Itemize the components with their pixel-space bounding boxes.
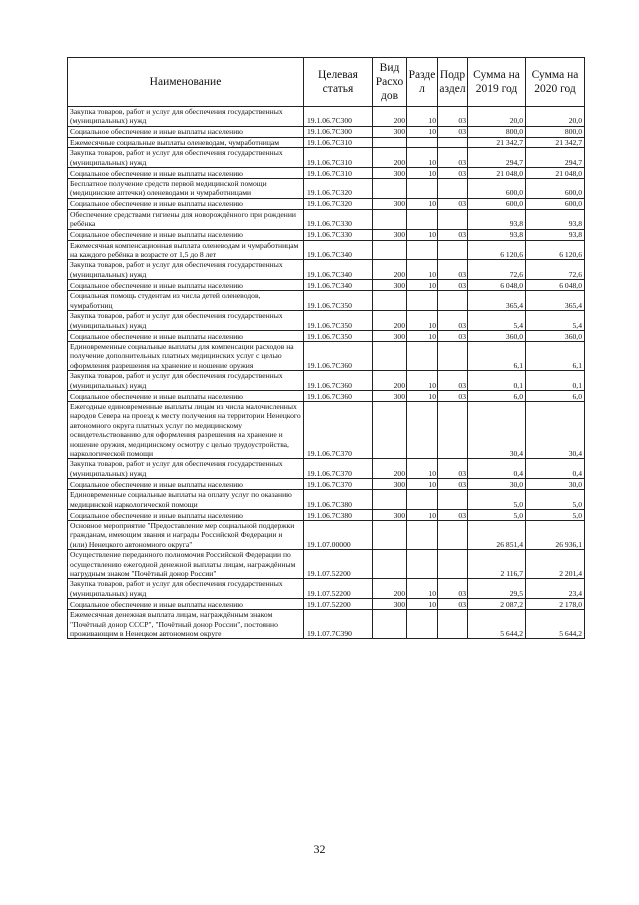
row-name-cell: Обеспечение средствами гигиены для новорождённого при рождении ребёнка [68, 209, 304, 229]
row-sum-2019-cell: 6 048,0 [468, 280, 526, 291]
row-subsection-cell: 03 [438, 390, 468, 401]
row-sum-2020-cell: 93,8 [526, 209, 585, 229]
table-row [68, 341, 585, 370]
row-sum-2019-cell: 600,0 [468, 179, 526, 199]
row-name-cell: Социальное обеспечение и иные выплаты населению [68, 330, 304, 341]
table-header-row [68, 58, 585, 107]
row-expense-type-cell [373, 240, 407, 260]
row-expense-type-cell: 200 [373, 148, 407, 168]
row-subsection-cell [438, 291, 468, 311]
row-sum-2019-cell: 20,0 [468, 107, 526, 127]
row-name-cell: Социальное обеспечение и иные выплаты населению [68, 479, 304, 490]
row-code-cell: 19.1.06.7С300 [304, 107, 373, 127]
table-row [68, 107, 585, 127]
row-expense-type-cell: 300 [373, 599, 407, 610]
table-row [68, 610, 585, 639]
row-sum-2019-cell: 5,0 [468, 510, 526, 521]
row-expense-type-cell [373, 137, 407, 147]
table-row [68, 179, 585, 199]
row-name-cell: Ежемесячная компенсационная выплата оленеводам и чумработницам на каждого ребёнка в возрасте от 1,5 до 8 лет [68, 240, 304, 260]
table-row [68, 168, 585, 179]
table-row [68, 229, 585, 240]
row-sum-2019-cell: 5,0 [468, 490, 526, 510]
row-section-cell: 10 [407, 479, 438, 490]
row-code-cell: 19.1.06.7С380 [304, 490, 373, 510]
row-sum-2020-cell: 6 048,0 [526, 280, 585, 291]
table-body [68, 107, 585, 639]
row-sum-2020-cell: 5,4 [526, 311, 585, 331]
row-expense-type-cell [373, 521, 407, 550]
row-sum-2019-cell: 600,0 [468, 198, 526, 209]
row-name-cell: Социальное обеспечение и иные выплаты населению [68, 599, 304, 610]
row-code-cell: 19.1.06.7С360 [304, 341, 373, 370]
row-code-cell: 19.1.07.52200 [304, 550, 373, 579]
row-name-cell: Единовременные социальные выплаты для компенсации расходов на получение дополнительных платных медицинских услуг с целью оформления разрешения на хранение и ношение оружия [68, 341, 304, 370]
row-subsection-cell [438, 401, 468, 458]
row-subsection-cell [438, 521, 468, 550]
row-name-cell: Осуществление переданного полномочия Российской Федерации по осуществлению ежегодной денежной выплаты лицам, награждённым нагрудным знаком "Почётный донор России" [68, 550, 304, 579]
row-sum-2020-cell: 6 120,6 [526, 240, 585, 260]
row-sum-2020-cell: 365,4 [526, 291, 585, 311]
row-name-cell: Закупка товаров, работ и услуг для обеспечения государственных (муниципальных) нужд [68, 260, 304, 280]
table-row [68, 209, 585, 229]
row-code-cell: 19.1.06.7С330 [304, 229, 373, 240]
table-row [68, 401, 585, 458]
row-name-cell: Социальная помощь студентам из числа детей оленеводов, чумработниц [68, 291, 304, 311]
row-sum-2020-cell: 5,0 [526, 490, 585, 510]
table-row [68, 330, 585, 341]
row-section-cell: 10 [407, 148, 438, 168]
row-expense-type-cell [373, 291, 407, 311]
row-expense-type-cell: 200 [373, 260, 407, 280]
row-code-cell: 19.1.06.7С350 [304, 330, 373, 341]
row-code-cell: 19.1.06.7С310 [304, 148, 373, 168]
table-row [68, 521, 585, 550]
row-subsection-cell [438, 179, 468, 199]
table-row [68, 490, 585, 510]
row-section-cell: 10 [407, 280, 438, 291]
row-sum-2020-cell: 5,0 [526, 510, 585, 521]
row-section-cell: 10 [407, 126, 438, 137]
row-subsection-cell [438, 550, 468, 579]
row-sum-2019-cell: 0,1 [468, 371, 526, 391]
row-sum-2020-cell: 72,6 [526, 260, 585, 280]
table-row [68, 198, 585, 209]
row-subsection-cell: 03 [438, 479, 468, 490]
row-section-cell [407, 490, 438, 510]
row-name-cell: Социальное обеспечение и иные выплаты населению [68, 280, 304, 291]
table-row [68, 390, 585, 401]
row-subsection-cell [438, 209, 468, 229]
row-section-cell: 10 [407, 599, 438, 610]
row-expense-type-cell: 200 [373, 371, 407, 391]
row-section-cell: 10 [407, 371, 438, 391]
row-expense-type-cell: 300 [373, 280, 407, 291]
row-code-cell: 19.1.06.7С370 [304, 479, 373, 490]
header-expense-type: Вид Расхо дов [373, 58, 407, 107]
table-row [68, 280, 585, 291]
row-code-cell: 19.1.06.7С360 [304, 390, 373, 401]
row-subsection-cell: 03 [438, 330, 468, 341]
row-sum-2019-cell: 0,4 [468, 459, 526, 479]
header-target-article: Целевая статья [304, 58, 373, 107]
row-sum-2020-cell: 93,8 [526, 229, 585, 240]
row-code-cell: 19.1.06.7С320 [304, 179, 373, 199]
row-section-cell: 10 [407, 260, 438, 280]
row-name-cell: Закупка товаров, работ и услуг для обеспечения государственных (муниципальных) нужд [68, 579, 304, 599]
row-sum-2019-cell: 800,0 [468, 126, 526, 137]
row-sum-2020-cell: 30,0 [526, 479, 585, 490]
row-expense-type-cell [373, 490, 407, 510]
row-section-cell [407, 209, 438, 229]
row-name-cell: Социальное обеспечение и иные выплаты населению [68, 168, 304, 179]
row-sum-2019-cell: 72,6 [468, 260, 526, 280]
table-row [68, 599, 585, 610]
row-subsection-cell: 03 [438, 126, 468, 137]
table-row [68, 148, 585, 168]
table-row [68, 550, 585, 579]
row-expense-type-cell: 300 [373, 510, 407, 521]
table-row [68, 579, 585, 599]
row-sum-2019-cell: 21 048,0 [468, 168, 526, 179]
row-name-cell: Закупка товаров, работ и услуг для обеспечения государственных (муниципальных) нужд [68, 459, 304, 479]
row-sum-2020-cell: 30,4 [526, 401, 585, 458]
table-row [68, 459, 585, 479]
row-subsection-cell: 03 [438, 371, 468, 391]
row-section-cell [407, 341, 438, 370]
header-sum-2019: Сумма на 2019 год [468, 58, 526, 107]
row-expense-type-cell: 300 [373, 390, 407, 401]
row-sum-2020-cell: 6,1 [526, 341, 585, 370]
row-expense-type-cell [373, 610, 407, 639]
row-sum-2020-cell: 600,0 [526, 179, 585, 199]
row-section-cell [407, 610, 438, 639]
row-expense-type-cell [373, 401, 407, 458]
row-section-cell: 10 [407, 168, 438, 179]
row-sum-2020-cell: 600,0 [526, 198, 585, 209]
row-code-cell: 19.1.06.7С340 [304, 280, 373, 291]
row-code-cell: 19.1.07.7С390 [304, 610, 373, 639]
header-name: Наименование [68, 58, 304, 107]
row-expense-type-cell [373, 341, 407, 370]
row-expense-type-cell: 200 [373, 107, 407, 127]
row-expense-type-cell: 300 [373, 330, 407, 341]
row-expense-type-cell [373, 550, 407, 579]
table-row [68, 137, 585, 147]
row-name-cell: Ежемесячные социальные выплаты оленеводам, чумработницам [68, 137, 304, 147]
row-sum-2019-cell: 21 342,7 [468, 137, 526, 147]
row-expense-type-cell: 200 [373, 311, 407, 331]
row-sum-2020-cell: 0,4 [526, 459, 585, 479]
row-subsection-cell: 03 [438, 280, 468, 291]
row-subsection-cell: 03 [438, 311, 468, 331]
row-subsection-cell: 03 [438, 510, 468, 521]
row-expense-type-cell: 300 [373, 229, 407, 240]
row-sum-2019-cell: 6,0 [468, 390, 526, 401]
row-name-cell: Ежемесячная денежная выплата лицам, награждённым знаком "Почётный донор СССР", "Почётный донор России", постоянно проживающим в Ненецком автономном округе [68, 610, 304, 639]
row-sum-2019-cell: 6,1 [468, 341, 526, 370]
row-section-cell: 10 [407, 390, 438, 401]
row-subsection-cell [438, 137, 468, 147]
row-code-cell: 19.1.07.52200 [304, 599, 373, 610]
row-expense-type-cell: 300 [373, 168, 407, 179]
table-row [68, 479, 585, 490]
row-section-cell: 10 [407, 459, 438, 479]
row-subsection-cell [438, 610, 468, 639]
row-sum-2020-cell: 294,7 [526, 148, 585, 168]
row-sum-2019-cell: 360,0 [468, 330, 526, 341]
table-row [68, 260, 585, 280]
row-code-cell: 19.1.06.7С350 [304, 311, 373, 331]
row-name-cell: Закупка товаров, работ и услуг для обеспечения государственных (муниципальных) нужд [68, 148, 304, 168]
row-name-cell: Закупка товаров, работ и услуг для обеспечения государственных (муниципальных) нужд [68, 107, 304, 127]
row-sum-2019-cell: 30,0 [468, 479, 526, 490]
row-name-cell: Бесплатное получение средств первой медицинской помощи (медицинские аптечки) оленеводами и чумработницами [68, 179, 304, 199]
row-sum-2020-cell: 360,0 [526, 330, 585, 341]
header-sum-2020: Сумма на 2020 год [526, 58, 585, 107]
row-code-cell: 19.1.06.7С340 [304, 260, 373, 280]
row-expense-type-cell [373, 209, 407, 229]
row-name-cell: Единовременные социальные выплаты на оплату услуг по оказанию медицинской наркологической помощи [68, 490, 304, 510]
row-sum-2019-cell: 5 644,2 [468, 610, 526, 639]
table-row [68, 510, 585, 521]
row-sum-2020-cell: 21 048,0 [526, 168, 585, 179]
row-section-cell: 10 [407, 330, 438, 341]
row-section-cell [407, 550, 438, 579]
row-sum-2020-cell: 0,1 [526, 371, 585, 391]
row-name-cell: Социальное обеспечение и иные выплаты населению [68, 229, 304, 240]
row-subsection-cell: 03 [438, 459, 468, 479]
row-expense-type-cell: 300 [373, 126, 407, 137]
row-sum-2020-cell: 2 201,4 [526, 550, 585, 579]
row-name-cell: Ежегодные единовременные выплаты лицам из числа малочисленных народов Севера на проезд к месту получения на территории Ненецкого автономного округа платных услуг по медицинскому освидетельствованию для оформления разрешения на хранение и ношение оружия, медицинскому осмотру с целью трудоустройства, наркологической помощи [68, 401, 304, 458]
row-section-cell: 10 [407, 229, 438, 240]
table-row [68, 311, 585, 331]
row-sum-2019-cell: 2 116,7 [468, 550, 526, 579]
budget-table [67, 57, 585, 639]
row-expense-type-cell: 300 [373, 198, 407, 209]
row-code-cell: 19.1.06.7С340 [304, 240, 373, 260]
row-expense-type-cell: 300 [373, 479, 407, 490]
table-row [68, 371, 585, 391]
page-number: 32 [313, 842, 326, 856]
row-sum-2020-cell: 20,0 [526, 107, 585, 127]
row-subsection-cell [438, 240, 468, 260]
row-subsection-cell: 03 [438, 107, 468, 127]
row-expense-type-cell [373, 179, 407, 199]
row-code-cell: 19.1.06.7С310 [304, 168, 373, 179]
row-sum-2020-cell: 2 178,0 [526, 599, 585, 610]
row-section-cell [407, 401, 438, 458]
table-row [68, 240, 585, 260]
row-name-cell: Социальное обеспечение и иные выплаты населению [68, 510, 304, 521]
table-row [68, 291, 585, 311]
row-section-cell [407, 179, 438, 199]
row-code-cell: 19.1.07.00000 [304, 521, 373, 550]
row-sum-2019-cell: 2 087,2 [468, 599, 526, 610]
row-code-cell: 19.1.06.7С360 [304, 371, 373, 391]
row-name-cell: Социальное обеспечение и иные выплаты населению [68, 126, 304, 137]
row-section-cell: 10 [407, 107, 438, 127]
row-code-cell: 19.1.07.52200 [304, 579, 373, 599]
row-sum-2020-cell: 21 342,7 [526, 137, 585, 147]
row-sum-2020-cell: 800,0 [526, 126, 585, 137]
row-expense-type-cell: 200 [373, 459, 407, 479]
row-expense-type-cell: 200 [373, 579, 407, 599]
row-code-cell: 19.1.06.7С370 [304, 401, 373, 458]
row-subsection-cell: 03 [438, 599, 468, 610]
row-section-cell [407, 291, 438, 311]
row-sum-2019-cell: 93,8 [468, 209, 526, 229]
row-sum-2020-cell: 23,4 [526, 579, 585, 599]
row-sum-2020-cell: 5 644,2 [526, 610, 585, 639]
row-name-cell: Социальное обеспечение и иные выплаты населению [68, 198, 304, 209]
row-section-cell: 10 [407, 579, 438, 599]
row-code-cell: 19.1.06.7С310 [304, 137, 373, 147]
row-code-cell: 19.1.06.7С380 [304, 510, 373, 521]
row-subsection-cell: 03 [438, 148, 468, 168]
row-code-cell: 19.1.06.7С350 [304, 291, 373, 311]
row-section-cell [407, 521, 438, 550]
row-section-cell [407, 240, 438, 260]
row-sum-2020-cell: 6,0 [526, 390, 585, 401]
row-sum-2019-cell: 30,4 [468, 401, 526, 458]
row-subsection-cell [438, 341, 468, 370]
row-section-cell: 10 [407, 198, 438, 209]
row-sum-2019-cell: 5,4 [468, 311, 526, 331]
header-subsection: Подр аздел [438, 58, 468, 107]
row-sum-2019-cell: 26 851,4 [468, 521, 526, 550]
row-sum-2020-cell: 26 936,1 [526, 521, 585, 550]
row-code-cell: 19.1.06.7С330 [304, 209, 373, 229]
table-row [68, 126, 585, 137]
header-section: Разде л [407, 58, 438, 107]
row-section-cell: 10 [407, 510, 438, 521]
row-section-cell: 10 [407, 311, 438, 331]
row-name-cell: Социальное обеспечение и иные выплаты населению [68, 390, 304, 401]
row-subsection-cell [438, 490, 468, 510]
row-sum-2019-cell: 6 120,6 [468, 240, 526, 260]
row-section-cell [407, 137, 438, 147]
row-name-cell: Закупка товаров, работ и услуг для обеспечения государственных (муниципальных) нужд [68, 311, 304, 331]
row-sum-2019-cell: 29,5 [468, 579, 526, 599]
row-subsection-cell: 03 [438, 168, 468, 179]
row-name-cell: Основное мероприятие "Предоставление мер социальной поддержки гражданам, имеющим звания и награды Российской Федерации и (или) Ненецкого автономного округа" [68, 521, 304, 550]
row-code-cell: 19.1.06.7С300 [304, 126, 373, 137]
row-name-cell: Закупка товаров, работ и услуг для обеспечения государственных (муниципальных) нужд [68, 371, 304, 391]
row-sum-2019-cell: 93,8 [468, 229, 526, 240]
row-sum-2019-cell: 294,7 [468, 148, 526, 168]
row-subsection-cell: 03 [438, 229, 468, 240]
row-sum-2019-cell: 365,4 [468, 291, 526, 311]
row-subsection-cell: 03 [438, 579, 468, 599]
row-subsection-cell: 03 [438, 260, 468, 280]
row-code-cell: 19.1.06.7С320 [304, 198, 373, 209]
row-subsection-cell: 03 [438, 198, 468, 209]
row-code-cell: 19.1.06.7С370 [304, 459, 373, 479]
